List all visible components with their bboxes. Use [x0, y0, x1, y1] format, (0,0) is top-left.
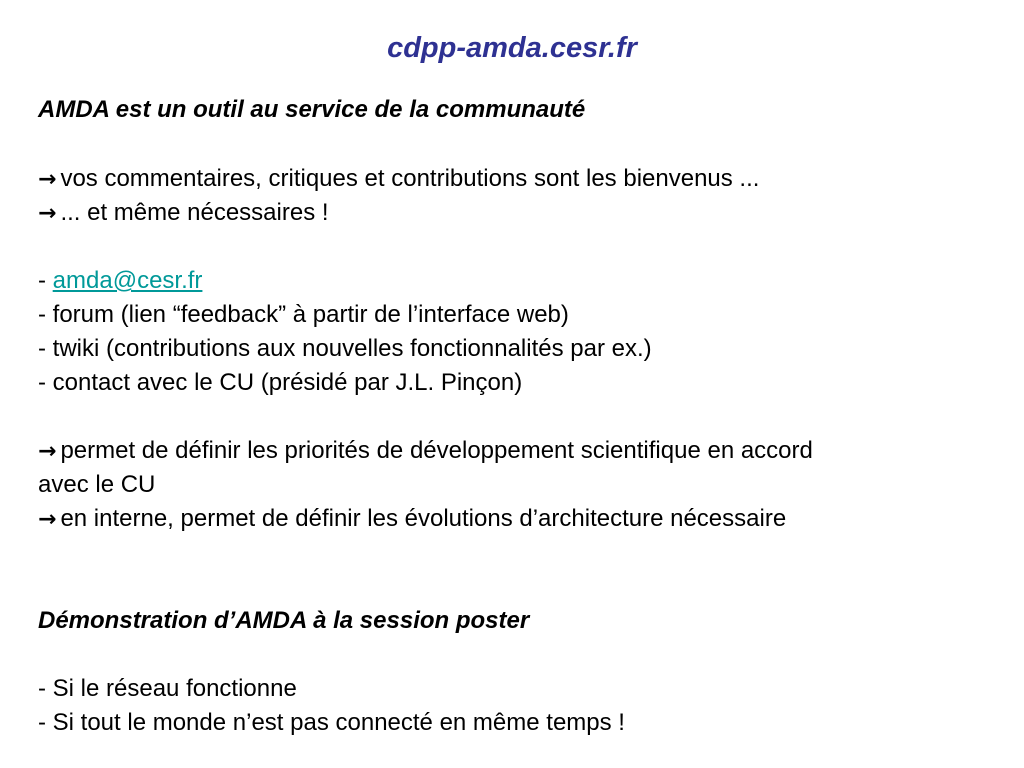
slide-title: cdpp-amda.cesr.fr [387, 32, 637, 64]
list-item-twiki: - twiki (contributions aux nouvelles fonctionnalités par ex.) [38, 335, 652, 362]
arrow-right-icon: → [38, 201, 57, 226]
arrow-item-architecture [38, 502, 786, 537]
arrow-item-comments [38, 162, 759, 197]
arrow-right-icon: → [38, 167, 57, 192]
email-link[interactable]: amda@cesr.fr [52, 267, 203, 294]
arrow-item-continuation: avec le CU [38, 471, 156, 498]
arrow-item-priorities [38, 434, 813, 469]
arrow-item-text: permet de définir les priorités de développement scientifique en accord [60, 437, 813, 464]
arrow-right-icon: → [38, 507, 57, 532]
list-item-network: - Si le réseau fonctionne [38, 675, 297, 702]
list-item-contact: - contact avec le CU (présidé par J.L. Pinçon) [38, 369, 523, 396]
arrow-item-necessary [38, 196, 329, 231]
arrow-item-text: vos commentaires, critiques et contributions sont les bienvenus ... [60, 165, 760, 192]
arrow-right-icon: → [38, 439, 57, 464]
arrow-item-text: ... et même nécessaires ! [60, 199, 329, 226]
section-heading-demo: Démonstration d’AMDA à la session poster [38, 607, 530, 634]
contact-email-line [38, 264, 202, 298]
list-item-connected: - Si tout le monde n’est pas connecté en même temps ! [38, 709, 625, 736]
arrow-item-text: en interne, permet de définir les évolutions d’architecture nécessaire [60, 505, 787, 532]
list-item-forum: - forum (lien “feedback” à partir de l’interface web) [38, 301, 569, 328]
dash-prefix: - [38, 267, 53, 294]
section-heading-community: AMDA est un outil au service de la communauté [38, 96, 586, 123]
